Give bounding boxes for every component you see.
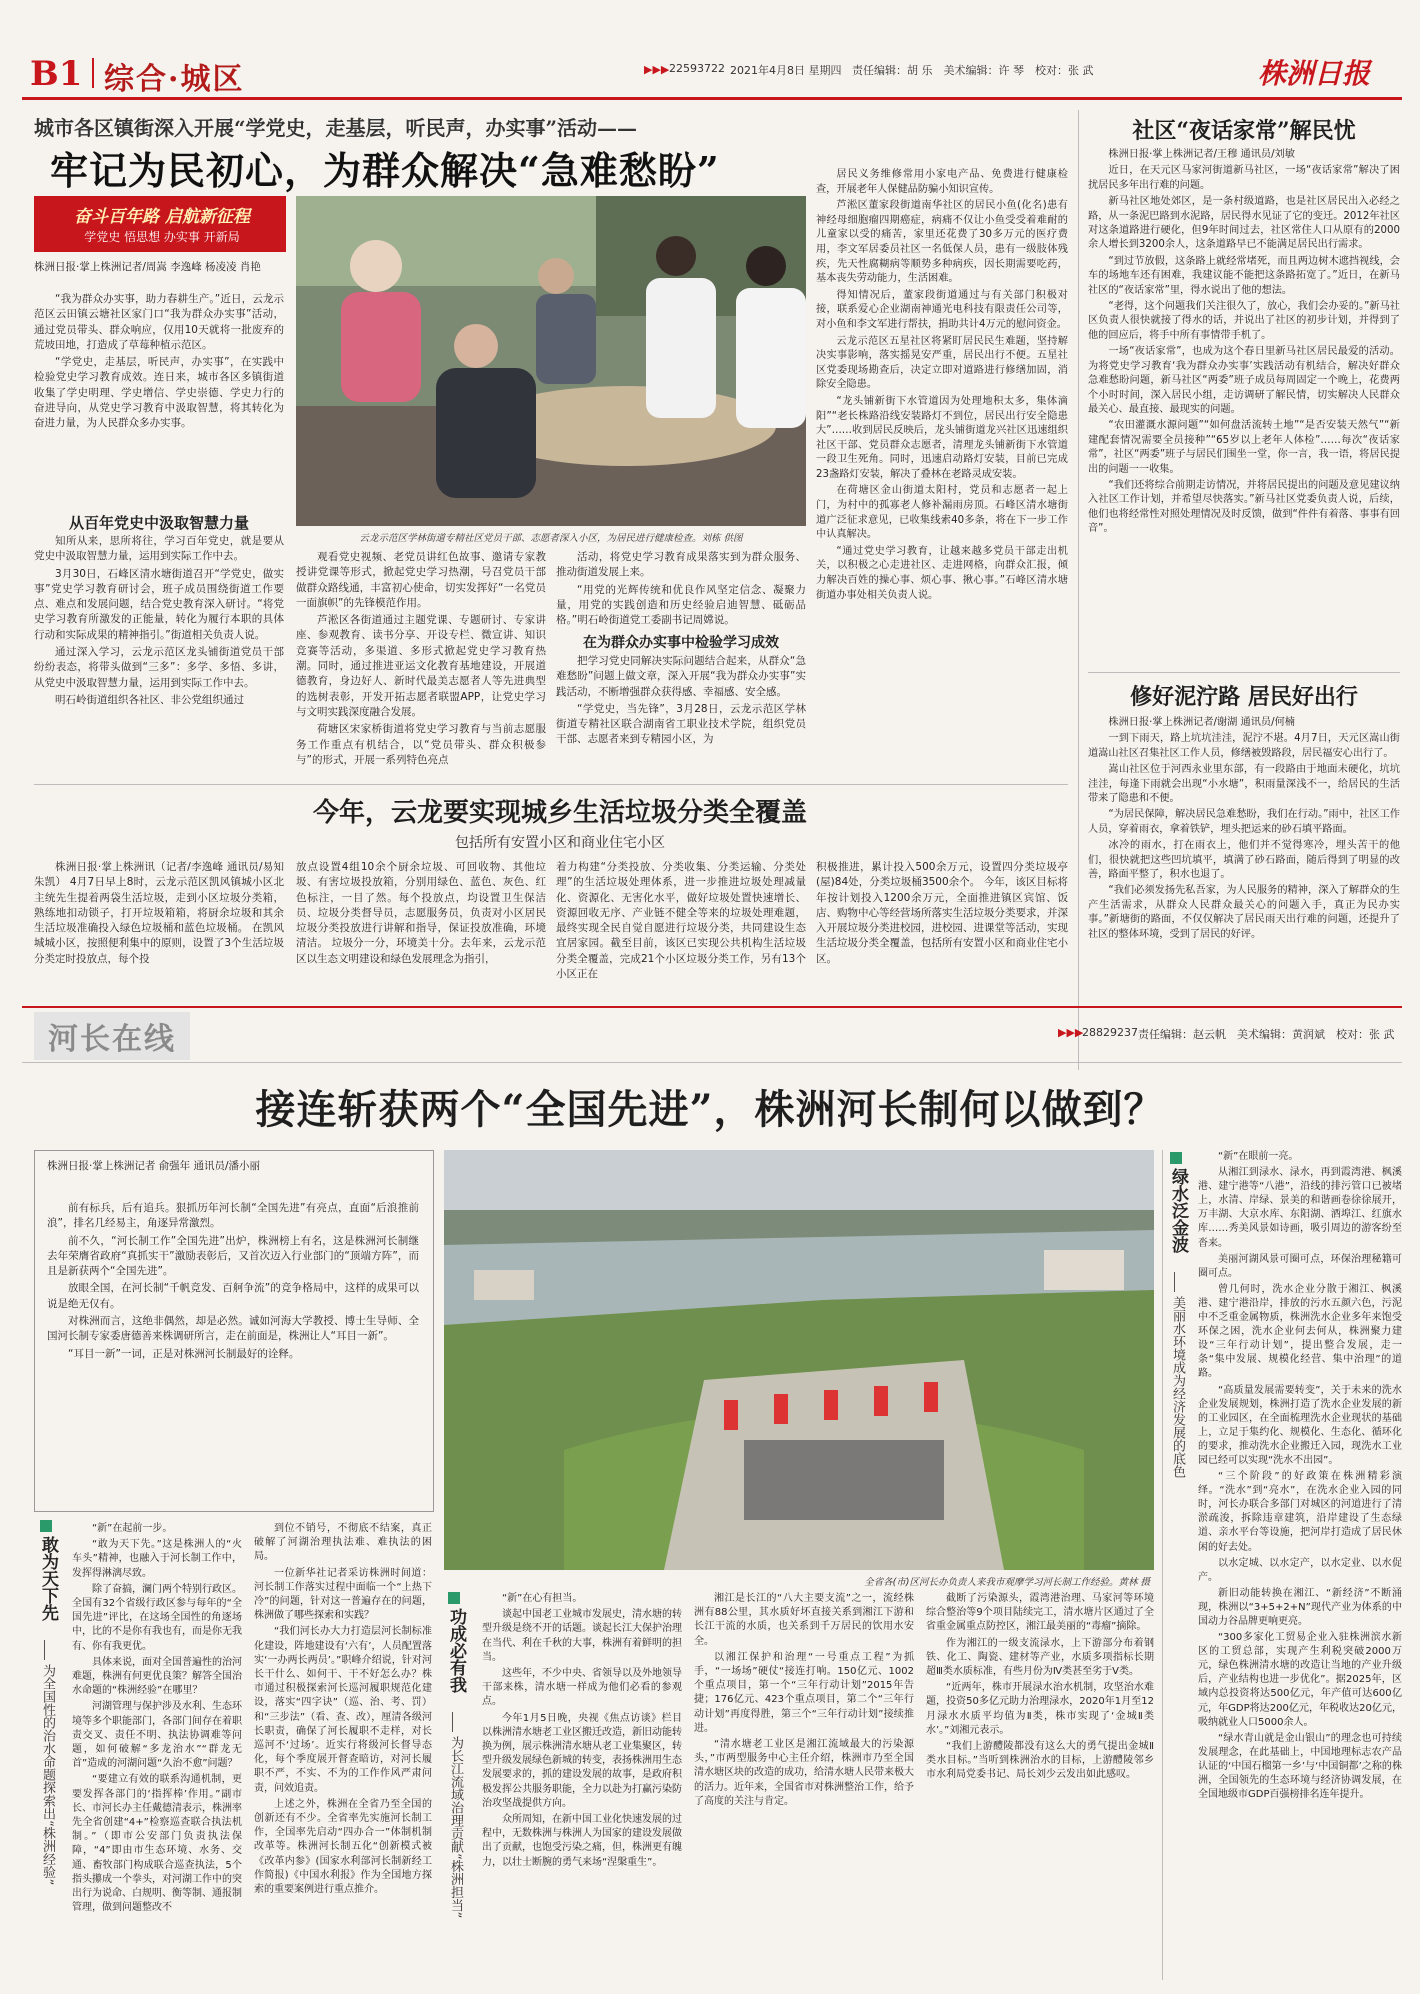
paragraph: 观看党史视频、老党员讲红色故事、邀请专家教授讲党课等形式，掀起党史学习热潮，号召党员干部做群众路线通，丰富初心使命，切实发挥好“一名党员一面旗帜”的先锋模范作用。 [296, 551, 546, 609]
paragraph: “我们必须发扬先私吾家，为人民服务的精神，深入了解群众的生产生活需求，从群众人民群众最关心的问题入手，真正为民办实事。”新塘街的路面，不仅仅解决了居民雨天出行难的问题，还提升了社区的整体环境，受到了居民的好评。 [1088, 885, 1400, 940]
tag3-subtitle: 美丽水环境成为经济发展的底色 [1170, 1296, 1185, 1478]
paragraph: 芦淞区董家段街道南华社区的居民小鱼(化名)患有神经母细胞瘤四期癌症，病痛不仅让小鱼受受着难耐的儿童家以受的痛苦，家里还花费了30多万元的医疗费用，李文军居委员社区一名低保人员，患有一级肢体残疾，先天性腐糊病等顺势多种病疾，因长期需要吃药，基本丧失劳动能力，生活困难。 [816, 200, 1068, 285]
paragraph: 除了奋搞，澜门两个特别行政区。全国有32个省级行政区参与每年的“全国先进”评比，在这场全国性的角逐场中，比的不是你有我也有，而是你无我有、你有我更优。 [72, 1583, 242, 1652]
tag1-subtitle: 为全国性的治水命题探索出“株洲经验” [40, 1664, 55, 1886]
river-intro [47, 1201, 419, 1364]
paragraph: “新”在起前一步。 [92, 1523, 173, 1534]
column-divider [1078, 110, 1079, 1070]
paragraph: “我们河长办大力打造层河长制标准化建设，阵地建设有‘六有’，人员配置落实‘一办两长两员’。”职峰介绍说，针对河长干什么、如何干、干不好怎么办？株市通过积极探索河长巡河履职规范化建设，落实“四字诀”（巡、治、考、罚）和“三步法”（看、查、改），厘清各级河长职责，确保了河长履职不走样，对长巡河不‘过场’。近实行将级河长督导态化，每个季度展开督查暗访，对河长履职不严，不实、不为的工作作风严肃问责，问效追责。 [254, 1626, 432, 1794]
paragraph: “我们上游醴陵都没有这么大的勇气提出金城Ⅱ类水目标。”当听到株洲治水的目标，上游醴陵邻乡市水利局党委书记、局长刘少云发出如此感叹。 [926, 1741, 1154, 1781]
river-section-title: 河长在线 [34, 1012, 190, 1060]
tag3-marker [1170, 1152, 1182, 1164]
paragraph: “清水塘老工业区是湘江流域最大的污染源头，”市两型服务中心主任介绍，株洲市乃至全国清水塘区块的改造的成功，给清水塘人民带来极大的活力。近年来，全国省市对株洲整治工作，给予了高度的关注与肯定。 [694, 1739, 914, 1807]
paragraph: 活动，将党史学习教育成果落实到为群众服务、推动街道发展上来。 [556, 551, 806, 579]
second-headline: 今年，云龙要实现城乡生活垃圾分类全覆盖 [312, 798, 807, 828]
paragraph: “300多家化工贸易企业入驻株洲滨水新区的工贸总部，实现产生利税突破2000万元，绿色株洲清水塘的改造让当地的产业升级后，产业结构也进一步优化”。据2025年，区域内总投资将达500亿元，年产值可达600亿元，年GDP将达200亿元，年税收达20亿元，吸纳就业人口5000余人。 [1198, 1632, 1402, 1728]
second-col-2: 放点设置4组10余个厨余垃圾、可回收物、其他垃圾、有害垃圾投放箱，分别用绿色、蓝色、灰色、红色标注，一目了然。每个投放点，均设置卫生保洁员、垃圾分类督导员，志愿服务员，负责对小区居民垃圾分类投放进行讲解和指导，保证投放准确，环境清洁。 垃圾分一分，环境美十分。去年来，云龙示范区以生态文明建设和绿色发展理念为指引， [296, 861, 546, 965]
paragraph: 在荷塘区金山街道太阳村，党员和志愿者一起上门，为村中的孤寡老人修补漏雨房顶。石峰区清水塘街道广泛征求意见，已收集线索40多条，将在下一步工作中认真解决。 [816, 485, 1068, 541]
river-top-rule [22, 1006, 1402, 1008]
tag3-title: 绿水泛金波 [1168, 1168, 1188, 1253]
paragraph: 3月30日，石峰区清水塘街道召开“学党史，做实事”党史学习教育研讨会，班子成员围绕街道工作要点、难点和发展问题，结合党史教育深入研讨。“将党史学习教育所激发的正能量，转化为履行本职的具体行动和实际成果的精神指引。”街道相关负责人说。 [34, 567, 284, 641]
lead-headline: 牢记为民初心，为群众解决“急难愁盼” [50, 148, 720, 193]
tag2-subtitle: 为长江流域治理贡献“株洲担当” [448, 1736, 463, 1919]
side-divider [1088, 672, 1400, 673]
paragraph: 以湘江保护和治理“一号重点工程”为抓手，“一场场”硬仗“接连打响。150亿元、1002个重点项目，第一个“三年行动计划”2015年告捷；176亿元、423个重点项目，第二个“三年行动计划”再度得胜，第三个“三年行动计划”接续推进。 [694, 1651, 914, 1734]
paragraph: 把学习党史同解决实际问题结合起来，从群众“急难愁盼”问题上做文章，深入开展“我为群众办实事”实践活动，不断增强群众获得感、幸福感、安全感。 [556, 655, 806, 698]
byline: 株洲日报·掌上株洲记者/王穆 通讯员/刘敏 [1108, 149, 1295, 160]
river-left-col-b [254, 1522, 432, 1899]
river-photo [444, 1150, 1154, 1570]
paragraph: 今年1月5日晚，央视《焦点访谈》栏目以株洲清水塘老工业区搬迁改造，新旧动能转换为例，展示株洲清水塘从老工业集聚区，转型升级发展绿色新城的转变，表扬株洲用生态发展要求的，抓的建设发展的故事，是政府积极发挥公共服务职能，全力以赴为打赢污染防治攻坚战提供方向。 [482, 1712, 682, 1809]
paragraph: “我为群众办实事，助力春耕生产。”近日，云龙示范区云田镇云塘社区家门口“我为群众办实事”活动，通过党员带头、群众响应，仅用10天就将一批废弃的荒坡田地，打造成了草莓种植示范区。 [34, 293, 284, 351]
paragraph: “近两年，株市开展渌水治水机制，攻坚治水难题，投资50多亿元助力治理渌水，2020年1月至12月渌水水质平均值为Ⅱ类，株市实现了‘金城Ⅱ类水’。”刘湘元表示。 [926, 1682, 1154, 1736]
paragraph: 前不久，“河长制工作”全国先进”出炉，株洲榜上有名，这是株洲河长制继去年荣膺省政府“真抓实干”激励表彰后，又首次迈入行业部门的“顶端方阵”，而且是新获两个“全国先进”。 [47, 1234, 419, 1278]
river-photo-caption: 全省各(市)区河长办负责人来我市观摩学习河长制工作经验。黄林 摄 [864, 1577, 1150, 1588]
paragraph: 明石岭街道组织各社区、非公党组织通过 [55, 693, 244, 706]
paragraph: “老得，这个问题我们关注很久了，放心，我们会办妥的。”新马社区负责人很快就接了得水的话，并说出了社区的初步计划，并得到了他的回应后，将手中所有事情带手机了。 [1088, 301, 1400, 341]
paragraph: “农田灌溉水源问题”“如何盘活流转土地”“是否安装天然气”“新建配套情况需要全员接种”“65岁以上老年人体检”……每次“夜话家常”，社区“两委”班子与居民们围坐一堂，你一言，我一语，将居民提出的问题一一收集。 [1088, 420, 1400, 475]
paragraph: “要建立有效的联系沟通机制，更要发挥各部门的‘指挥棒’作用。”副市长、市河长办主任戴德清表示，株洲率先全省创建“4+”检察巡查联合执法机制。”（即市公安部门负责执法保障，“4”即由市生态环境、水务、交通、畜牧部门构成联合巡查执法，5个指头攥成一个拳头，对河湖工作中的突出行为说命、白规明、衡等制、通报制管理，做到问题整改不 [72, 1774, 242, 1914]
paragraph: 谈起中国老工业城市发展史，清水塘的转型升级是绕不开的话题。谈起长江大保护治理在当代、利在千秋的大事，株洲有着鲜明的担当。 [482, 1609, 682, 1663]
paragraph: 一场“夜话家常”，也成为这个春日里新马社区居民最爱的活动。为将党史学习教育‘我为群众办实事’实践活动有机结合，解决好群众急难愁盼问题，新马社区“两委”班子成员每周固定一个晚上，花费两个小时时间，深入居民小组，走访调研了解民情，切实解决人民群众最关心、最直接、最现实的问题。 [1088, 346, 1400, 415]
paragraph: 前有标兵，后有追兵。狠抓历年河长制“全国先进”有亮点，直面“后浪推前浪”，排名几经易主，角逐异常激烈。 [47, 1202, 419, 1230]
section-divider [34, 784, 1068, 785]
lead-subhead-1: 从百年党史中汲取智慧力量 [68, 514, 249, 532]
paragraph: “耳目一新”一词，正是对株洲河长制最好的诠释。 [68, 1347, 300, 1360]
masthead [22, 50, 1402, 96]
paragraph: 这些年，不少中央、省领导以及外地领导干部来株，清水塘一样成为他们必看的参观点。 [482, 1668, 682, 1708]
river-left-col-a [72, 1522, 242, 1917]
paragraph: 新马社区地处郊区，是一条村级道路，也是社区居民出入必经之路，从一条泥巴路到水泥路，居民得水见证了它的变迁。2012年社区对这条道路进行硬化，但9年时间过去，社区常住人口从原有的2000余人增长到3200余人，这条道路早已不能满足居民出行需求。 [1088, 196, 1400, 251]
paragraph: 一位新华社记者采访株洲时间道：河长制工作落实过程中面临一个“上热下冷”的问题，针对这一普遍存在的问题，株洲做了哪些探索和实践？ [254, 1567, 432, 1622]
campaign-banner [34, 196, 286, 252]
paragraph: “新”在心有担当。 [502, 1593, 583, 1604]
paragraph: 芦淞区各街道通过主题党课、专题研讨、专家讲座、参观教育、读书分享、开设专栏、微宣讲、知识竞赛等活动，多渠道、多形式掀起党史学习教育热潮。同时，通过推进亚运文化教育基地建设，开展道德教育，身边好人、新时代最美志愿者人等先进典型的选树表彰，开发开拓志愿者联盟APP，让党史学习与文明实践深度融合发展。 [296, 614, 546, 718]
river-mid-col-a [482, 1592, 682, 1872]
second-subhead: 包括所有安置小区和商业住宅小区 [455, 835, 665, 851]
paragraph: 新旧动能转换在湘江、“新经济”不断涌现，株洲以“3+5+2+N”现代产业为体系的中国动力谷品牌更响更亮。 [1198, 1587, 1402, 1627]
paragraph: “通过党史学习教育，让越来越多党员干部走出机关，以积极之心走进社区、走进网格，向群众汇报，倾力解决百姓的操心事、烦心事、揪心事。”石峰区清水塘街道办事处相关负责人说。 [816, 545, 1068, 601]
river-hotline: 28829237 [1082, 1026, 1138, 1039]
paragraph: 嵩山社区位于河西永业里东部，有一段路由于地面未硬化，坑坑洼洼，每逢下雨就会出现“小水塘”，积雨量深浅不一，给居民的生活带来了隐患和不便。 [1088, 764, 1400, 805]
lead-byline: 株洲日报·掌上株洲记者/周嵩 李逸峰 杨凌凌 肖艳 [34, 261, 261, 273]
lead-col1 [34, 292, 284, 434]
paragraph: “学党史，走基层，听民声，办实事”，在实践中检验党史学习教育成效。连日来，城市各区多镇街道收集了学史明理、学史增信、学史崇德、学史力行的奋进导向，从党史学习教育中汲取智慧，将其转化为奋进力量，为人民群众多办实事。 [34, 356, 284, 430]
byline: 株洲日报·掌上株洲记者/谢湖 通讯员/何楠 [1108, 717, 1295, 728]
river-col-divider [1162, 1150, 1163, 1980]
side2-headline: 修好泥泞路 居民好出行 [1130, 684, 1358, 710]
paragraph: 从湘江到渌水、渌水，再到霞湾港、枫溪港、建宁港等“八港”，沿线的排污管口已被堵上，水清、岸绿、景美的和谐画卷徐徐展开，万丰湖、大京水库、东阳湖、酒埠江、红旗水库……秀美风景如诗画，吸引周边的游客纷至沓来。 [1198, 1167, 1402, 1249]
tag2-marker [448, 1592, 460, 1604]
paragraph: “为居民保障，解决居民急难愁盼，我们在行动。”雨中，社区工作人员，穿着雨衣，拿着铁铲，埋头把运来的砂石填平路面。 [1088, 809, 1400, 835]
paragraph: “到过节放假，这条路上就经常堵死，而且两边树木遮挡视线，会车的场地车还有困难，我建议能不能把这条路拓宽了。”近日，在新马社区的“夜话家常”里，得水说出了他的想法。 [1088, 255, 1400, 296]
side2-body [1088, 716, 1400, 944]
banner-sub: 学党史 悟思想 办实事 开新局 [84, 230, 240, 244]
tag3-line [1174, 1272, 1175, 1292]
lead-photo-caption: 云龙示范区学林街道专精社区党员干部、志愿者深入小区，为居民进行健康检查。刘栋 供图 [359, 533, 743, 544]
tag1-title: 敢为天下先 [38, 1536, 58, 1621]
river-mid-col-b [694, 1592, 914, 1811]
lead-col3b [556, 654, 806, 750]
paragraph: 具体来说，面对全国普遍性的治河难题，株洲有何更优良策？解答全国治水命题的“株洲经验”在哪里？ [72, 1656, 242, 1697]
tag2-line [452, 1712, 453, 1732]
masthead-rule [22, 97, 1402, 100]
paragraph: 以水定城、以水定产，以水定业、以水促产。 [1198, 1557, 1402, 1583]
page-number: B1 [30, 54, 83, 94]
banner-main: 奋斗百年路 启航新征程 [74, 207, 250, 227]
paragraph: 荷塘区宋家桥街道将党史学习教育与当前志愿服务工作重点有机结合，以“党员带头、群众积极参与”的形式，开展一系列特色亮点 [296, 723, 546, 766]
second-col-1: 株洲日报·掌上株洲讯（记者/李逸峰 通讯员/易知 朱凯） 4月7日早上8时，云龙示范区凯风镇城小区北主统先生提着两袋生活垃圾，走到小区垃圾分类箱，熟练地扣动锁子，打开垃圾箱箱，将厨余垃圾和其余生活垃圾准确投入绿色垃圾桶和蓝色垃圾桶。 在凯风城城小区，按照便利集中的原则，设置了3个生活垃圾分类定时投放点，每个投 [34, 861, 284, 965]
paragraph: 居民义务维修常用小家电产品、免费进行健康检查，开展老年人保健品防骗小知识宣传。 [816, 169, 1068, 195]
lead-photo [296, 196, 806, 526]
paragraph: 冰冷的雨水，打在雨衣上，他们并不觉得寒冷，埋头苦干的他们，很快就把这些凹坑填平，填满了砂石路面，随后得到了明显的改善，路面平整了，积水也退了。 [1088, 840, 1400, 881]
paragraph: 得知情况后，董家段街道通过与有关部门积极对接，联系爱心企业湖南神通光电科技有限责任公司等，对小鱼和李文军进行帮扶，捐助共计4万元的慰问资金。 [816, 289, 1068, 330]
paragraph: 知所从来，思所将往，学习百年党史，就是要从党史中汲取智慧力量，运用到实际工作中去。 [34, 535, 284, 563]
issue-date: 2021年4月8日 星期四 [730, 64, 842, 77]
tag1-marker [40, 1520, 52, 1532]
river-far-right-col [1198, 1150, 1402, 1804]
paragraph: 湘江是长江的“八大主要支流”之一，流经株洲有88公里，其水质好坏直接关系到湘江下游和长江干流的水质，也关系到千万居民的饮用水安全。 [694, 1593, 914, 1647]
paragraph: 到位不销号，不彻底不结案，真正破解了河湖治理执法难、难执法的困局。 [254, 1523, 432, 1563]
paragraph: 近日，在天元区马家河街道新马社区，一场“夜话家常”解决了困扰居民多年出行难的问题。 [1088, 165, 1400, 191]
side1-headline: 社区“夜话家常”解民忧 [1132, 118, 1356, 144]
paragraph: “龙头铺新街下水管道因为处理地积太多，集体滴阳”“老长株路沿线安装路灯不到位，居民出行安全隐患大”……收到居民反映后，龙头铺街道龙兴社区迅速组织社区干部、党员群众志愿者，清理龙头铺新街下水管道一段卫生死角。同时，迅速启动路灯安装，目前已完成23盏路灯安装，解决了叠林在老路灵成安装。 [816, 395, 1068, 480]
lead-kicker: 城市各区镇街深入开展“学党史，走基层，听民声，办实事”活动—— [34, 116, 638, 140]
paper-logo: 株洲日报 [1258, 57, 1371, 90]
paragraph: “新”在眼前一亮。 [1218, 1151, 1299, 1162]
hotline: 22593722 [669, 62, 725, 75]
section-title: 综合·城区 [104, 62, 245, 97]
lead-col4 [816, 168, 1068, 605]
river-headline: 接连斩获两个“全国先进”，株洲河长制何以做到？ [255, 1086, 1165, 1133]
second-col-4: 积极推进，累计投入500余万元，设置四分类垃圾亭(屋)84处，分类垃圾桶3500余个。 今年，该区目标将年按计划投入1200余万元，全面推进镇区宾馆、饭店、购物中心等经营场所落实生活垃圾分类要求，并深入开展垃圾分类进校园，进校园、进课堂等活动，实现生活垃圾分类全覆盖，包括所有安置小区和商业住宅小区。 [816, 861, 1068, 965]
paragraph: “高质量发展需要转变”，关于未来的洗水企业发展规划，株洲打造了洗水企业发展的新的工业园区，在全面梳理洗水企业现状的基础上，立足于集约化、规模化、生态化、循环化的要求，推动洗水企业搬迁入园，现洗水工业园已经可以实现“洗水不出园”。 [1198, 1384, 1402, 1466]
tag1-line [44, 1640, 45, 1660]
paragraph: 曾几何时，洗水企业分散于湘江、枫溪港、建宁港沿岸，排放的污水五颜六色，污泥中不乏重金属物质，株洲洗水企业多年来饱受环保之困，洗水企业何去何从，株洲聚力建设“三年行动计划”，提出整合发展，走一条“集中发展、规模化经营、集中治理”的道路。 [1198, 1283, 1402, 1380]
paragraph: 作为湘江的一级支流渌水，上下游部分布着钢铁、化工、陶瓷、建材等产业，水质多项指标长期超Ⅲ类水质标准，有些月份为Ⅳ类甚至劣于Ⅴ类。 [926, 1637, 1154, 1678]
paragraph: 众所周知，在新中国工业化快速发展的过程中，无数株洲与株洲人为国家的建设发展做出了贡献，也饱受污染之痛，但，株洲更有魄力，以壮士断腕的勇气来场“涅槃重生”。 [482, 1814, 682, 1868]
hotline-arrows: ▶▶▶ [644, 63, 670, 76]
paragraph: 放眼全国，在河长制“千帆竞发、百舸争流”的竞争格局中，这样的成果可以说是绝无仅有。 [47, 1282, 419, 1310]
lead-col3 [556, 550, 806, 630]
paragraph: “敢为天下先。”这是株洲人的“火车头”精神，也融入于河长制工作中，发挥得淋漓尽致。 [72, 1539, 242, 1579]
river-intro-box [34, 1150, 434, 1512]
lead-col2 [296, 550, 546, 770]
second-col-3: 着力构建“分类投放、分类收集、分类运输、分类处理”的生活垃圾处理体系，进一步推进垃圾处理减量化、资源化、无害化水平，做好垃圾处置快速增长、资源回收无序、产业链不健全等来的垃圾处理难题，最终实现全民自觉自愿进行垃圾分类，共同建设生态宜居家园。截至目前，该区已实现公共机构生活垃圾分类全覆盖，完成21个小区垃圾分类工作，另有13个小区正在 [556, 861, 806, 981]
paragraph: “用党的光辉传统和优良作风坚定信念、凝聚力量，用党的实践创造和历史经验启迪智慧、砥砺品格。”明石岭街道党工委副书记周嫦说。 [556, 583, 806, 627]
paragraph: 美丽河湖风景可圈可点，环保治理秘籍可圈可点。 [1198, 1253, 1402, 1279]
paragraph: 通过深入学习，云龙示范区龙头铺街道党员干部纷纷表态，将带头做到“三多”：多学、多悟、多讲，从党史中汲取智慧力量，运用到实际工作中去。 [34, 646, 284, 689]
paragraph: 对株洲而言，这绝非偶然，却是必然。诚如河海大学教授、博士生导师、全国河长制专家委唐德善来株调研所言，走在前面是，株洲让人“耳目一新”。 [47, 1315, 419, 1343]
river-right-col-a [926, 1592, 1154, 1785]
river-byline: 株洲日报·掌上株洲记者 俞强年 通讯员/潘小丽 [47, 1160, 261, 1172]
river-hotline-arrows: ▶▶▶ [1058, 1026, 1084, 1039]
paragraph: 上述之外，株洲在全省乃至全国的创新还有不少。全省率先实施河长制工作，全国率先启动“四办合一”体制机制改革等。株洲河长制五化“创新模式被《改革内参》(国家水利部河长制新经工作简报)《中国水利报》作为全国地方探索的重要案例进行重点推介。 [254, 1798, 432, 1896]
paragraph: “我们还将综合前期走访情况，并将居民提出的问题及意见建议纳入社区工作计划，并希望尽快落实。”新马社区党委负责人说，后续，他们也将经常性对照处理情况及时反馈，做到“件件有着落、事事有回音”。 [1088, 479, 1400, 535]
side1-body [1088, 148, 1400, 539]
paragraph: 云龙示范区五星社区将紧盯居民民生难题，坚持解决实事影响，落实摇晃安严重，居民出行不便。五星社区党委现场勘查后，决定立即对道路进行修缮加固，消除安全隐患。 [816, 335, 1068, 391]
editors-line: 责任编辑：胡 乐 美术编辑：许 琴 校对：张 武 [852, 64, 1094, 77]
river-editors: 责任编辑：赵云帆 美术编辑：黄润斌 校对：张 武 [1138, 1028, 1395, 1041]
paragraph: “绿水青山就是金山银山”的理念也可持续发展理念，在此基础上，中国地理标志农产品认证的‘中国石榴第一乡’与‘中国铜都’之称的株洲，全国领先的生态环境与经济协调发展，在全国地级市GDP百强榜排名连年提升。 [1198, 1732, 1402, 1801]
paragraph: 河湖管理与保护涉及水利、生态环境等多个职能部门，各部门间存在着职责交叉、责任不明、执法协调难等问题，如何破解“多龙治水”“群龙无首”造成的河湖问题“久治不愈”问题？ [72, 1701, 242, 1770]
paragraph: 一到下雨天，路上坑坑洼洼，泥泞不堪。4月7日，天元区嵩山街道嵩山社区召集社区工作人员，修缮被毁路段，居民福安心出行了。 [1088, 733, 1400, 759]
tag2-title: 功成必有我 [446, 1608, 466, 1693]
lead-subhead-2: 在为群众办实事中检验学习成效 [583, 635, 779, 651]
river-header-rule [22, 1062, 1402, 1063]
lead-col1b [34, 534, 284, 710]
paragraph: “学党史，当先锋”，3月28日，云龙示范区学林街道专精社区联合湖南省工职业技术学院，组织党员干部、志愿者来到专精园小区，为 [556, 702, 806, 746]
paragraph: “三个阶段”的好政策在株洲精彩演绎。“洗水”到“亮水”，在洗水企业入园的同时，河长办联合多部门对城区的河道进行了清淤疏浚，拆除违章建筑，沿岸建设了生态绿道、亲水平台等设施，把河岸打造成了居民休闲的好去处。 [1198, 1471, 1402, 1553]
paragraph: 截断了污染源头，霞湾港治理、马家河等环境综合整治等9个项目陆续完工，清水塘片区通过了全省重金属重点防控区，湘江最美丽的“毒瘤”摘除。 [926, 1593, 1154, 1633]
